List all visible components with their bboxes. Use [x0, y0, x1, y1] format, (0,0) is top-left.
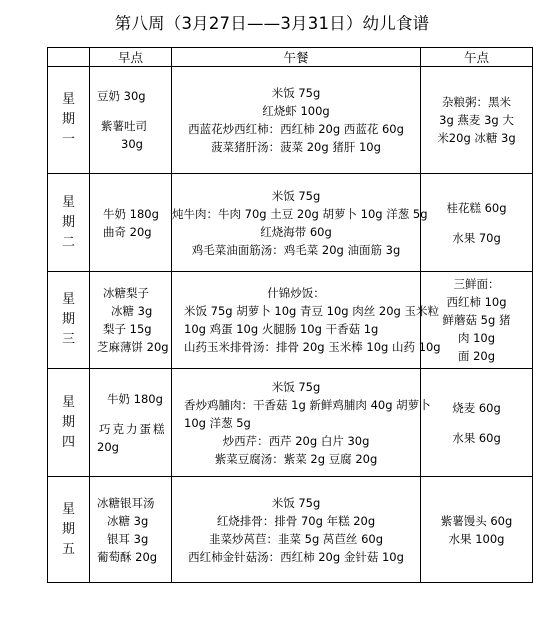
snack-item: 水果 100g	[448, 531, 505, 546]
day-char: 期	[61, 414, 75, 430]
snack-item: 3g 燕麦 3g 大	[439, 113, 514, 127]
lunch-item: 米饭 75g	[271, 379, 321, 394]
lunch-item: 炒西芹：西芹 20g 白片 30g	[222, 433, 370, 448]
breakfast-cell	[90, 174, 172, 272]
lunch-item: 香炒鸡脯肉：干香菇 1g 新鲜鸡脯肉 40g 胡萝卜	[184, 397, 431, 412]
day-char: 星	[61, 394, 75, 410]
breakfast-item: 牛奶 180g	[103, 206, 159, 221]
day-char: 一	[61, 132, 75, 147]
breakfast-item: 梨子 15g	[103, 322, 152, 336]
lunch-cell	[172, 174, 428, 272]
breakfast-cell	[90, 67, 172, 174]
lunch-item: 紫菜豆腐汤：紫菜 2g 豆腐 20g	[214, 451, 378, 466]
breakfast-item: 牛奶 180g	[107, 391, 163, 406]
lunch-item: 什锦炒饭：	[267, 286, 325, 300]
breakfast-item: 豆奶 30g	[97, 89, 146, 103]
breakfast-item: 巧克力蛋糕	[99, 421, 167, 436]
lunch-cell	[172, 67, 421, 174]
lunch-item: 米饭 75g	[271, 188, 321, 203]
header-row	[48, 48, 533, 67]
lunch-item: 炖牛肉：牛肉 70g 土豆 20g 胡萝卜 10g 洋葱 5g	[172, 206, 428, 221]
lunch-item: 米饭 75g	[271, 86, 321, 100]
breakfast-item: 芝麻薄饼 20g	[97, 340, 169, 354]
day-char: 四	[61, 434, 75, 450]
day-row-wednesday	[48, 272, 533, 369]
day-label	[48, 67, 90, 174]
day-row-tuesday	[48, 174, 533, 272]
snack-item: 西红柿 10g	[446, 295, 507, 309]
snack-item: 桂花糕 60g	[446, 200, 507, 215]
lunch-item: 红烧虾 100g	[262, 104, 330, 118]
snack-cell	[421, 369, 533, 477]
lunch-cell	[172, 272, 441, 369]
day-char: 星	[61, 194, 75, 210]
day-label	[48, 369, 90, 477]
day-char: 星	[61, 92, 75, 107]
header-lunch: 午餐	[172, 48, 421, 67]
breakfast-item: 紫薯吐司	[101, 119, 147, 133]
snack-item: 水果 60g	[452, 430, 501, 445]
snack-cell	[421, 174, 533, 272]
day-char: 期	[61, 112, 75, 127]
lunch-cell	[172, 369, 431, 477]
day-char: 五	[61, 541, 75, 557]
header-day	[48, 48, 90, 67]
lunch-item: 韭菜炒莴苣：韭菜 5g 莴苣丝 60g	[208, 531, 383, 546]
weekly-menu-table	[47, 47, 533, 583]
day-row-thursday	[48, 369, 533, 477]
snack-item: 杂粮粥：黑米	[442, 95, 511, 109]
breakfast-cell	[90, 477, 172, 583]
day-char: 二	[61, 234, 75, 250]
day-char: 三	[61, 332, 75, 347]
snack-item: 水果 70g	[452, 230, 501, 245]
day-row-monday	[48, 67, 533, 174]
breakfast-item: 银耳 3g	[107, 531, 149, 546]
breakfast-item: 曲奇 20g	[103, 224, 152, 239]
day-char: 期	[61, 214, 75, 230]
snack-cell	[421, 67, 533, 174]
day-label	[48, 272, 90, 369]
day-label	[48, 174, 90, 272]
header-breakfast: 早点	[90, 48, 172, 67]
snack-item: 烧麦 60g	[452, 400, 501, 415]
snack-item: 肉 10g	[457, 331, 496, 345]
page-title: 第八周（3月27日——3月31日）幼儿食谱	[114, 14, 430, 33]
breakfast-item: 冰糖梨子	[103, 286, 149, 300]
lunch-item: 米饭 75g 胡萝卜 10g 青豆 10g 肉丝 20g 玉米粒	[184, 304, 439, 318]
snack-item: 紫薯馒头 60g	[440, 513, 513, 528]
snack-item: 面 20g	[457, 349, 496, 363]
breakfast-item: 冰糖银耳汤	[97, 495, 155, 510]
day-char: 星	[61, 501, 75, 517]
breakfast-cell	[90, 369, 172, 477]
breakfast-item: 冰糖 3g	[111, 304, 153, 318]
snack-cell	[421, 477, 533, 583]
lunch-item: 菠菜猪肝汤：菠菜 20g 猪肝 10g	[211, 140, 381, 154]
breakfast-item: 30g	[121, 137, 143, 151]
lunch-item: 红烧排骨：排骨 70g 年糕 20g	[216, 513, 376, 528]
lunch-item: 西红柿金针菇汤：西红柿 20g 金针菇 10g	[188, 549, 404, 564]
day-label	[48, 477, 90, 583]
day-row-friday	[48, 477, 533, 583]
day-char: 期	[61, 521, 75, 537]
lunch-item: 米饭 75g	[271, 495, 321, 510]
snack-item: 鲜蘑菇 5g 猪	[442, 313, 511, 327]
lunch-item: 西蓝花炒西红柿：西红柿 20g 西蓝花 60g	[188, 122, 404, 136]
breakfast-item: 20g	[97, 439, 119, 454]
day-char: 期	[61, 312, 75, 327]
snack-item: 三鲜面：	[453, 277, 500, 291]
lunch-item: 10g 鸡蛋 10g 火腿肠 10g 干香菇 1g	[184, 322, 379, 336]
header-snack: 午点	[421, 48, 533, 67]
lunch-cell	[172, 477, 421, 583]
lunch-item: 鸡毛菜油面筋汤：鸡毛菜 20g 油面筋 3g	[191, 242, 401, 257]
breakfast-cell	[90, 272, 172, 369]
breakfast-item: 冰糖 3g	[107, 513, 149, 528]
day-char: 星	[61, 292, 75, 307]
lunch-item: 红烧海带 60g	[260, 224, 332, 239]
snack-item: 米20g 冰糖 3g	[437, 131, 516, 145]
lunch-item: 10g 洋葱 5g	[184, 415, 251, 430]
breakfast-item: 葡萄酥 20g	[97, 549, 158, 564]
lunch-item: 山药玉米排骨汤：排骨 20g 玉米棒 10g 山药 10g	[184, 340, 441, 354]
